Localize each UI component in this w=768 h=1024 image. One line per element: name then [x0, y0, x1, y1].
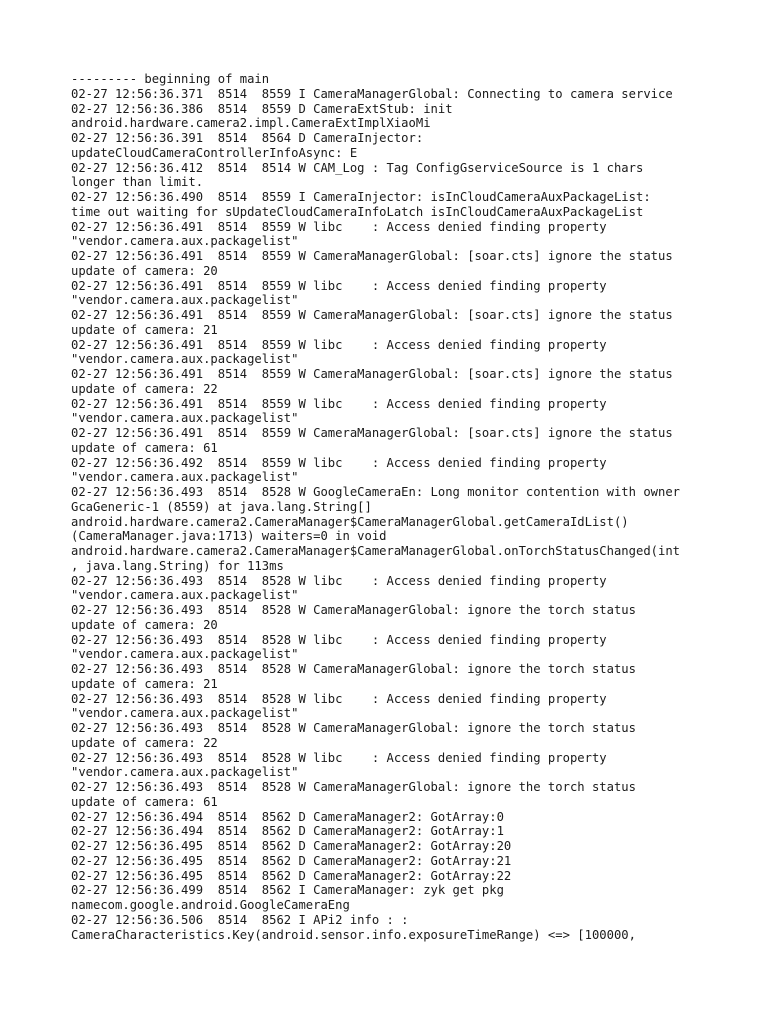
log-line: (CameraManager.java:1713) waiters=0 in void — [71, 529, 387, 544]
log-line: 02-27 12:56:36.494 8514 8562 D CameraManager2: GotArray:1 — [71, 824, 504, 839]
log-line: 02-27 12:56:36.412 8514 8514 W CAM_Log : Tag ConfigGserviceSource is 1 chars — [71, 160, 644, 175]
log-line: , java.lang.String) for 113ms — [71, 558, 284, 573]
log-line: GcaGeneric-1 (8559) at java.lang.String[] — [71, 499, 372, 514]
log-line: 02-27 12:56:36.506 8514 8562 I APi2 info : : — [71, 912, 409, 927]
log-line: 02-27 12:56:36.491 8514 8559 W CameraManagerGlobal: [soar.cts] ignore the status — [71, 426, 673, 440]
log-text — [71, 72, 711, 942]
log-line: "vendor.camera.aux.packagelist" — [71, 470, 299, 485]
log-line: "vendor.camera.aux.packagelist" — [71, 352, 299, 367]
log-line: 02-27 12:56:36.492 8514 8559 W libc : Access denied finding property — [71, 455, 607, 470]
log-line: update of camera: 22 — [71, 381, 218, 396]
log-line: "vendor.camera.aux.packagelist" — [71, 588, 299, 603]
log-line: 02-27 12:56:36.494 8514 8562 D CameraManager2: GotArray:0 — [71, 809, 504, 824]
log-line: 02-27 12:56:36.491 8514 8559 W libc : Access denied finding property — [71, 396, 607, 411]
log-line: "vendor.camera.aux.packagelist" — [71, 234, 299, 249]
log-line: 02-27 12:56:36.493 8514 8528 W CameraManagerGlobal: ignore the torch status — [71, 603, 636, 617]
log-line: "vendor.camera.aux.packagelist" — [71, 647, 299, 662]
log-line: update of camera: 20 — [71, 263, 218, 278]
log-line: 02-27 12:56:36.495 8514 8562 D CameraManager2: GotArray:22 — [71, 868, 512, 883]
log-line: "vendor.camera.aux.packagelist" — [71, 706, 299, 721]
log-line: longer than limit. — [71, 175, 204, 190]
log-line: android.hardware.camera2.impl.CameraExtImplXiaoMi — [71, 116, 431, 131]
log-line: 02-27 12:56:36.391 8514 8564 D CameraInjector: — [71, 131, 424, 145]
log-line: "vendor.camera.aux.packagelist" — [71, 411, 299, 426]
log-line: 02-27 12:56:36.493 8514 8528 W libc : Access denied finding property — [71, 750, 607, 765]
log-line: 02-27 12:56:36.491 8514 8559 W CameraManagerGlobal: [soar.cts] ignore the status — [71, 308, 673, 322]
log-line: time out waiting for sUpdateCloudCameraInfoLatch isInCloudCameraAuxPackageList — [71, 204, 644, 219]
log-line: 02-27 12:56:36.491 8514 8559 W libc : Access denied finding property — [71, 337, 607, 352]
log-line: 02-27 12:56:36.493 8514 8528 W libc : Access denied finding property — [71, 632, 607, 647]
log-line: 02-27 12:56:36.490 8514 8559 I CameraInjector: isInCloudCameraAuxPackageList: — [71, 190, 651, 204]
log-line: update of camera: 20 — [71, 617, 218, 632]
log-line: 02-27 12:56:36.493 8514 8528 W CameraManagerGlobal: ignore the torch status — [71, 780, 636, 794]
log-line: 02-27 12:56:36.493 8514 8528 W CameraManagerGlobal: ignore the torch status — [71, 721, 636, 735]
log-line: 02-27 12:56:36.491 8514 8559 W CameraManagerGlobal: [soar.cts] ignore the status — [71, 249, 673, 263]
log-line: 02-27 12:56:36.371 8514 8559 I CameraManagerGlobal: Connecting to camera service — [71, 86, 673, 101]
log-line: 02-27 12:56:36.491 8514 8559 W libc : Access denied finding property — [71, 278, 607, 293]
log-line: update of camera: 61 — [71, 794, 218, 809]
log-line: "vendor.camera.aux.packagelist" — [71, 765, 299, 780]
log-line: 02-27 12:56:36.499 8514 8562 I CameraManager: zyk get pkg — [71, 883, 504, 898]
log-line: 02-27 12:56:36.386 8514 8559 D CameraExtStub: init — [71, 101, 453, 116]
log-line: update of camera: 22 — [71, 735, 218, 750]
log-line: android.hardware.camera2.CameraManager$CameraManagerGlobal.onTorchStatusChanged(int — [71, 544, 681, 558]
log-line: 02-27 12:56:36.495 8514 8562 D CameraManager2: GotArray:21 — [71, 853, 512, 868]
log-line: namecom.google.android.GoogleCameraEng — [71, 898, 350, 912]
log-line: 02-27 12:56:36.493 8514 8528 W libc : Access denied finding property — [71, 691, 607, 706]
log-line: updateCloudCameraControllerInfoAsync: E — [71, 145, 358, 160]
log-line: CameraCharacteristics.Key(android.sensor.info.exposureTimeRange) <=> [100000, — [71, 927, 636, 942]
log-line: 02-27 12:56:36.493 8514 8528 W CameraManagerGlobal: ignore the torch status — [71, 662, 636, 676]
log-line: "vendor.camera.aux.packagelist" — [71, 293, 299, 308]
log-line: 02-27 12:56:36.491 8514 8559 W libc : Access denied finding property — [71, 219, 607, 234]
log-line: 02-27 12:56:36.493 8514 8528 W libc : Access denied finding property — [71, 573, 607, 588]
log-line: update of camera: 21 — [71, 322, 218, 337]
log-line: 02-27 12:56:36.495 8514 8562 D CameraManager2: GotArray:20 — [71, 839, 512, 853]
log-line: update of camera: 21 — [71, 676, 218, 691]
log-line: 02-27 12:56:36.491 8514 8559 W CameraManagerGlobal: [soar.cts] ignore the status — [71, 367, 673, 381]
log-line: --------- beginning of main — [71, 72, 270, 86]
log-line: 02-27 12:56:36.493 8514 8528 W GoogleCameraEn: Long monitor contention with owner — [71, 485, 681, 499]
log-line: update of camera: 61 — [71, 440, 218, 455]
log-line: android.hardware.camera2.CameraManager$CameraManagerGlobal.getCameraIdList() — [71, 514, 629, 529]
